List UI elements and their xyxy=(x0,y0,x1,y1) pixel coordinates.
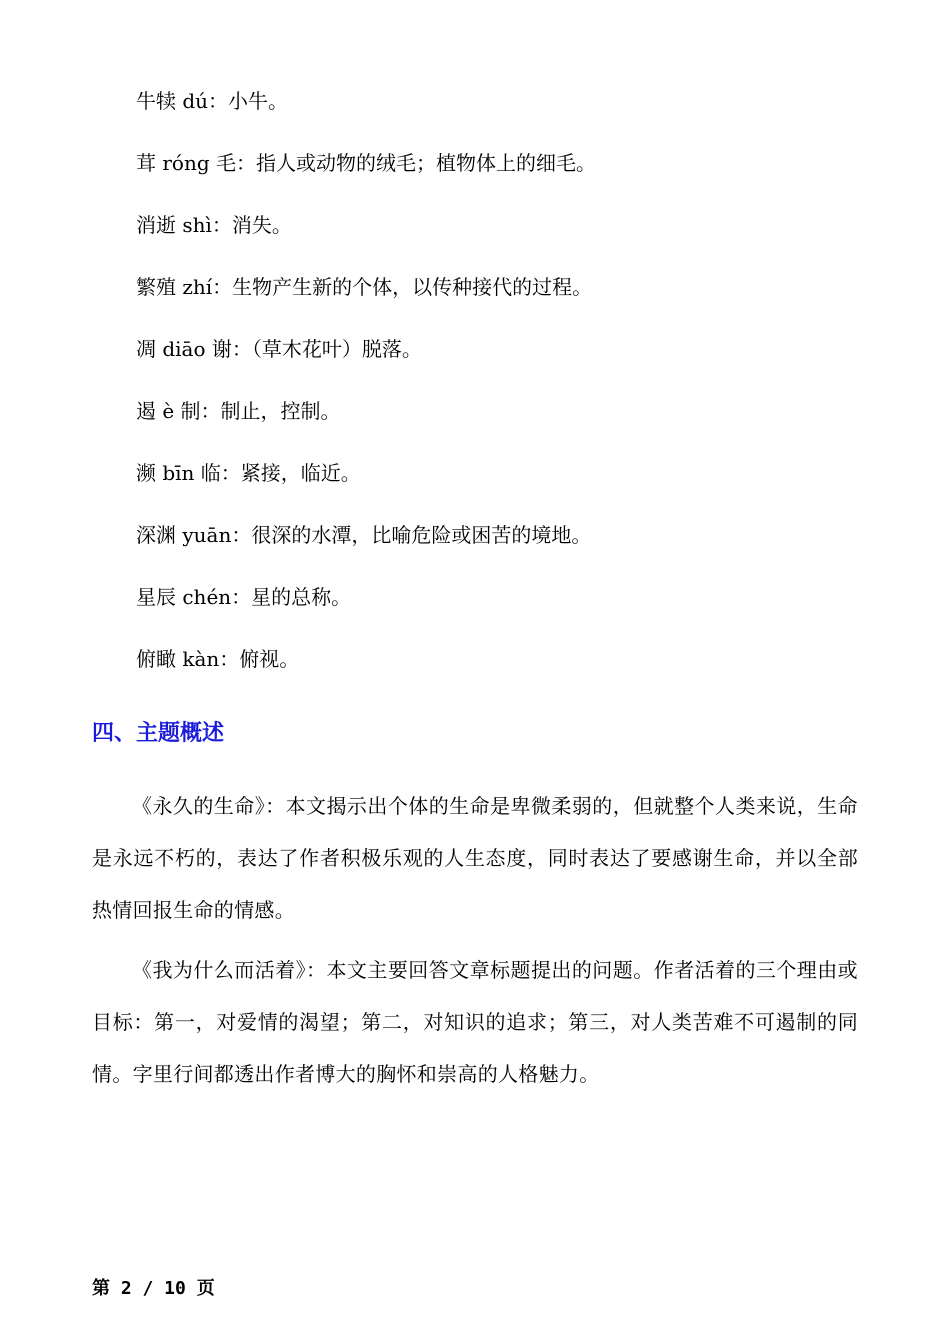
page-number: 第 2 / 10 页 xyxy=(92,1278,215,1299)
vocabulary-list xyxy=(136,84,896,704)
vocab-item: 星辰 chén：星的总称。 xyxy=(136,585,352,609)
vocab-item: 茸 róng 毛：指人或动物的绒毛；植物体上的细毛。 xyxy=(136,151,596,175)
vocab-item: 牛犊 dú：小牛。 xyxy=(136,89,289,113)
vocab-item: 濒 bīn 临：紧接，临近。 xyxy=(136,461,361,485)
summary-paragraph-1: 《永久的生命》：本文揭示出个体的生命是卑微柔弱的，但就整个人类来说，生命是永远不朽的，表达了作者积极乐观的人生态度，同时表达了要感谢生命，并以全部热情回报生命的情感。 xyxy=(92,794,858,922)
summary-paragraph-2: 《我为什么而活着》：本文主要回答文章标题提出的问题。作者活着的三个理由或目标：第一，对爱情的渴望；第二，对知识的追求；第三，对人类苦难不可遏制的同情。字里行间都透出作者博大的胸怀和崇高的人格魅力。 xyxy=(92,958,858,1086)
vocab-item: 凋 diāo 谢：（草木花叶）脱落。 xyxy=(136,337,422,361)
vocab-item: 消逝 shì：消失。 xyxy=(136,213,292,237)
vocab-item: 繁殖 zhí：生物产生新的个体，以传种接代的过程。 xyxy=(136,275,593,299)
section-heading: 四、主题概述 xyxy=(92,721,225,746)
vocab-item: 深渊 yuān：很深的水潭，比喻危险或困苦的境地。 xyxy=(136,523,592,547)
vocab-item: 遏 è 制：制止，控制。 xyxy=(136,399,341,423)
vocab-item: 俯瞰 kàn：俯视。 xyxy=(136,647,300,671)
